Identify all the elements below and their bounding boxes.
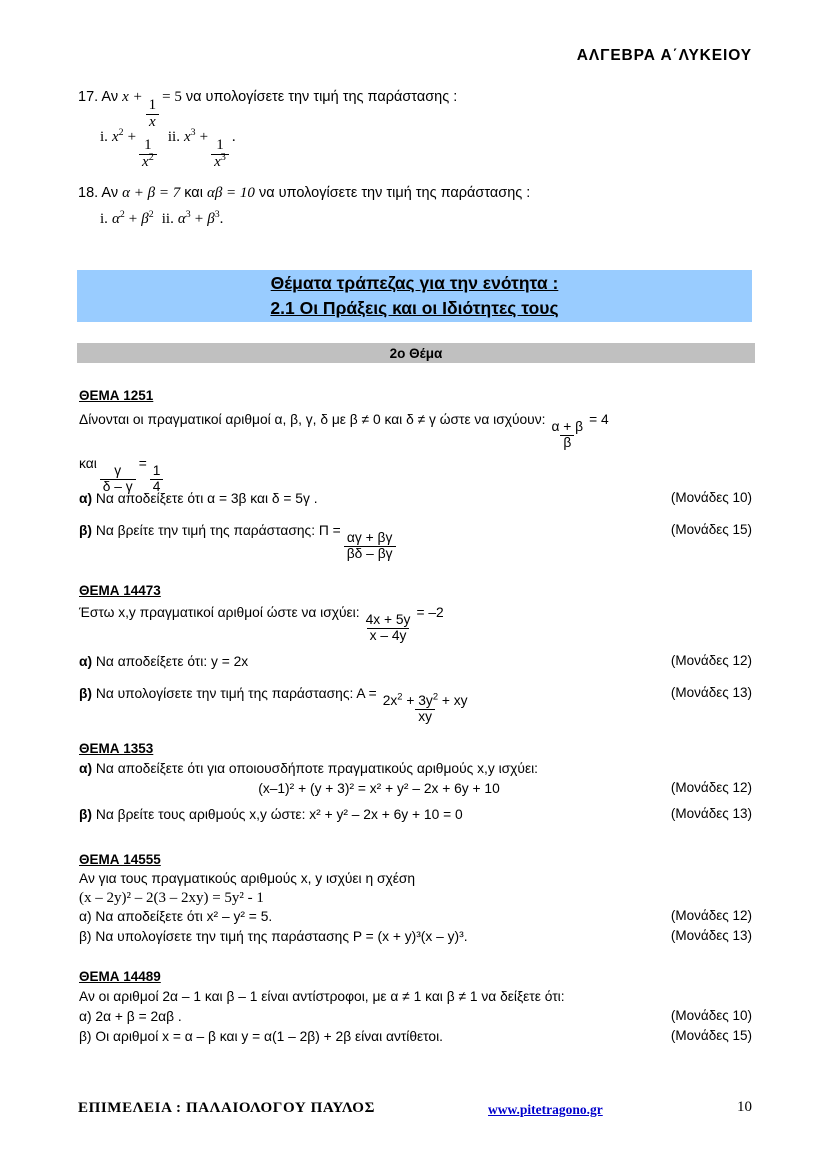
thema-1251-line-1 — [79, 411, 755, 450]
exercise-18-item-ii-b: β — [207, 211, 215, 227]
exercise-17-item-i-num: 1 — [144, 136, 152, 153]
thema-1251-part-a — [79, 490, 318, 508]
thema-1251-f2-den: 4 — [150, 479, 164, 495]
thema-14473-part-a-text: Να αποδείξετε ότι: y = 2x — [95, 654, 249, 669]
section-banner — [77, 270, 752, 322]
thema-14473-frac-num: 4x + 5y — [365, 612, 411, 628]
thema-14473-line-1-eq: = –2 — [416, 605, 444, 620]
thema-14489-part-b-text: Οι αριθμοί x = α – β και y = α(1 – 2β) + 2β είναι αντίθετοι. — [95, 1029, 444, 1044]
footer-website-link[interactable]: www.pitetragono.gr — [488, 1102, 603, 1117]
exercise-18-item-i-b: β — [141, 211, 149, 227]
thema-14555-line-2: (x – 2y)² – 2(3 – 2xy) = 5y² - 1 — [79, 890, 264, 906]
thema-14473-b-num-exp2: 2 — [432, 691, 439, 702]
thema-1251-frac-num: α + β — [551, 419, 584, 435]
thema-14473-part-b-marks: (Μονάδες 13) — [670, 685, 752, 700]
thema-1251-b-frac-den: βδ – βγ — [344, 546, 396, 562]
thema-14555-line-1: Αν για τους πραγματικούς αριθμούς x, y ισχύει η σχέση — [79, 871, 416, 886]
exercise-17-item-ii-plus: + — [199, 129, 209, 145]
exercise-18-conj: και — [184, 185, 203, 201]
thema-1353-part-b-text: Να βρείτε τους αριθμούς x,y ώστε: x² + y² – 2x + 6y + 10 = 0 — [95, 807, 463, 822]
exercise-17-tail: να υπολογίσετε την τιμή της παράστασης : — [185, 89, 458, 105]
thema-1251-f1-den: δ – γ — [100, 479, 136, 495]
theme-bar-label: 2ο Θέμα — [389, 345, 443, 361]
thema-14555-part-a — [79, 908, 272, 926]
exercise-18-given-2: αβ = 10 — [206, 185, 255, 201]
exercise-18-item-i-exp-b: 2 — [148, 209, 154, 221]
exercise-18-intro: Αν — [101, 185, 119, 201]
thema-14473-part-a-marks: (Μονάδες 12) — [670, 653, 752, 668]
exercise-17-frac-den: x — [146, 114, 159, 131]
thema-1251-heading: ΘΕΜΑ 1251 — [79, 388, 154, 403]
thema-14489-heading: ΘΕΜΑ 14489 — [79, 969, 161, 984]
exercise-17-number: 17. — [78, 89, 99, 105]
thema-1251-part-b-text: Να βρείτε την τιμή της παράστασης: Π = — [95, 523, 341, 538]
exercise-18-item-i-plus: + — [128, 211, 138, 227]
exercise-17-item-i-den-base: x — [142, 153, 149, 170]
exercise-18-tail: να υπολογίσετε την τιμή της παράστασης : — [258, 185, 531, 201]
thema-1251-frac-den: β — [560, 435, 574, 451]
exercise-17-item-ii-num: 1 — [216, 136, 224, 153]
exercise-17-intro: Αν — [101, 89, 119, 105]
thema-14489-part-a — [79, 1008, 182, 1026]
thema-1251-f2-num: 1 — [152, 463, 161, 479]
thema-14555-part-a-label: α) — [79, 909, 92, 924]
thema-14555-part-a-marks: (Μονάδες 12) — [670, 908, 752, 923]
thema-14489-part-a-marks: (Μονάδες 10) — [670, 1008, 752, 1023]
exercise-18-item-ii-a: α — [177, 211, 186, 227]
thema-1353-part-a — [79, 760, 538, 778]
thema-1353-part-a-text: Να αποδείξετε ότι για οποιουσδήποτε πραγματικούς αριθμούς x,y ισχύει: — [95, 761, 538, 776]
exercise-17-item-ii-base: x — [184, 129, 191, 145]
thema-14555-part-b-marks: (Μονάδες 13) — [670, 928, 752, 943]
thema-1353-part-b-marks: (Μονάδες 13) — [670, 806, 752, 821]
exercise-17-item-i-exp: 2 — [118, 127, 124, 139]
thema-1353-part-a-marks: (Μονάδες 12) — [670, 780, 752, 795]
thema-14473-b-num-3: + xy — [438, 693, 468, 709]
exercise-18-item-ii-label: ii. — [161, 211, 174, 227]
thema-14473-line-1-text: Έστω x,y πραγματικοί αριθμοί ώστε να ισχύει: — [79, 605, 360, 620]
exercise-17-given-left: x + — [122, 89, 143, 105]
thema-1251-line-1-eq: = 4 — [589, 412, 609, 427]
exercise-17-item-ii-label: ii. — [167, 129, 180, 145]
banner-line-2: 2.1 Οι Πράξεις και οι Ιδιότητες τους — [270, 298, 559, 318]
thema-14473-part-b-text: Να υπολογίσετε την τιμή της παράστασης: Α = — [95, 686, 377, 701]
footer-page-number: 10 — [737, 1099, 752, 1115]
thema-1251-part-a-marks: (Μονάδες 10) — [670, 490, 752, 505]
exercise-18 — [78, 184, 530, 203]
thema-14555-heading: ΘΕΜΑ 14555 — [79, 852, 161, 867]
thema-1251-part-a-text: Να αποδείξετε ότι α = 3β και δ = 5γ . — [95, 491, 318, 506]
exercise-17-item-ii-den-exp: 3 — [220, 151, 226, 163]
thema-1251-line-2-eq: = — [138, 456, 147, 471]
thema-14489-part-b-marks: (Μονάδες 15) — [670, 1028, 752, 1043]
thema-14473-heading: ΘΕΜΑ 14473 — [79, 583, 161, 598]
thema-14489-part-b-label: β) — [79, 1029, 92, 1044]
banner-line-1: Θέματα τράπεζας για την ενότητα : — [270, 273, 559, 294]
thema-1353-part-a-label: α) — [79, 761, 93, 776]
thema-1251-line-1-text: Δίνονται οι πραγματικοί αριθμοί α, β, γ, δ με β ≠ 0 και δ ≠ γ ώστε να ισχύουν: — [79, 412, 546, 427]
thema-14555-part-b-label: β) — [79, 929, 92, 944]
exercise-17-item-ii-exp: 3 — [190, 127, 196, 139]
thema-14473-frac-den: x – 4y — [367, 628, 410, 644]
thema-14489-part-a-text: 2α + β = 2αβ . — [95, 1009, 182, 1024]
thema-1251-part-b — [79, 522, 399, 561]
exercise-18-item-i-label: i. — [100, 211, 108, 227]
exercise-18-given-1: α + β = 7 — [122, 185, 181, 201]
thema-14555-part-b-text: Να υπολογίσετε την τιμή της παράστασης P = (x + y)³(x – y)³. — [95, 929, 468, 944]
exercise-17-given-right: = 5 — [162, 89, 182, 105]
thema-1353-part-b — [79, 806, 463, 824]
thema-1251-part-b-label: β) — [79, 523, 93, 538]
thema-14489-part-a-label: α) — [79, 1009, 92, 1024]
thema-14489-line-1: Αν οι αριθμοί 2α – 1 και β – 1 είναι αντίστροφοι, με α ≠ 1 και β ≠ 1 να δείξετε ότι: — [79, 989, 565, 1004]
exercise-18-period: . — [219, 211, 224, 227]
thema-14473-b-num-1: 2x — [382, 693, 398, 709]
thema-14473-b-frac-den: xy — [415, 709, 435, 725]
exercise-17-item-i-plus: + — [127, 129, 137, 145]
page-header-title: ΑΛΓΕΒΡΑ Α΄ΛΥΚΕΙΟΥ — [576, 47, 752, 64]
footer-author: ΕΠΙΜΕΛΕΙΑ : ΠΑΛΑΙΟΛΟΓΟΥ ΠΑΥΛΟΣ — [78, 1100, 375, 1116]
exercise-17-item-i-label: i. — [100, 129, 108, 145]
exercise-18-item-i-a: α — [111, 211, 120, 227]
exercise-18-subitems — [100, 210, 223, 229]
exercise-18-item-ii-plus: + — [194, 211, 204, 227]
exercise-18-number: 18. — [78, 185, 99, 201]
thema-1251-line-2-prefix: και — [79, 456, 97, 471]
thema-1251-part-a-label: α) — [79, 491, 93, 506]
thema-14473-part-a — [79, 653, 248, 671]
exercise-17-item-i-base: x — [111, 129, 119, 145]
thema-1251-part-b-marks: (Μονάδες 15) — [670, 522, 752, 537]
exercise-18-item-ii-exp-a: 3 — [185, 209, 191, 221]
thema-14555-part-b — [79, 928, 468, 946]
thema-1353-part-b-label: β) — [79, 807, 93, 822]
exercise-17-period: . — [231, 129, 236, 145]
thema-14473-part-b-label: β) — [79, 686, 93, 701]
exercise-17-frac-num: 1 — [148, 96, 157, 113]
thema-14489-part-b — [79, 1028, 443, 1046]
thema-14473-b-num-exp1: 2 — [397, 691, 403, 702]
thema-1251-f1-num: γ — [114, 463, 122, 479]
thema-14555-part-a-text: Να αποδείξετε ότι x² – y² = 5. — [95, 909, 273, 924]
thema-1251-b-frac-num: αγ + βγ — [346, 530, 393, 546]
thema-14473-b-num-2: + 3y — [402, 693, 433, 709]
thema-1353-equation: (x–1)² + (y + 3)² = x² + y² – 2x + 6y + 10 — [258, 781, 500, 796]
exercise-17-item-i-den-exp: 2 — [148, 151, 154, 163]
exercise-17-subitems — [100, 128, 236, 171]
exercise-18-item-ii-exp-b: 3 — [214, 209, 220, 221]
exercise-17-item-ii-den-base: x — [214, 153, 221, 170]
thema-1251-line-2 — [79, 455, 166, 494]
thema-1353-heading: ΘΕΜΑ 1353 — [79, 741, 154, 756]
exercise-17 — [78, 88, 457, 131]
thema-14473-line-1 — [79, 604, 444, 643]
exercise-18-item-i-exp-a: 2 — [119, 209, 125, 221]
thema-14473-part-a-label: α) — [79, 654, 93, 669]
thema-14473-part-b — [79, 685, 474, 724]
theme-bar — [77, 343, 755, 363]
